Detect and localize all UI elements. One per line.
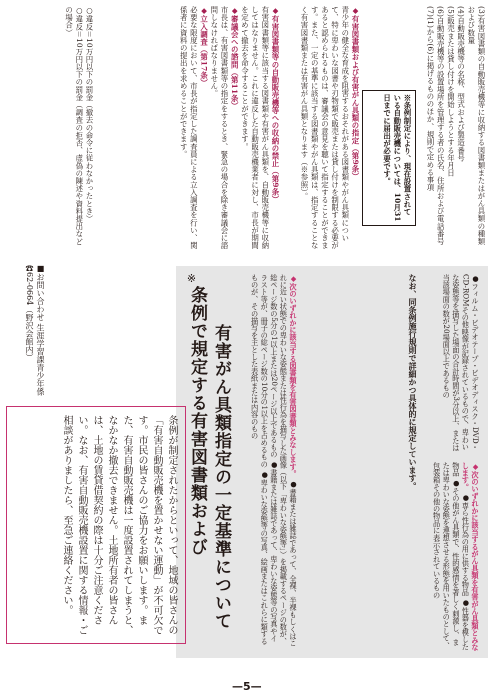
toy-criterion-1: ●専ら性行為の用に供する物品 (461, 493, 471, 596)
notice-box-text: ※条例制定により、現在設置されている自動販売機については、10月31日までに届出が必要です。 (382, 94, 412, 222)
section-toys (420, 462, 480, 652)
page-number: —5— (232, 680, 262, 693)
item-4: (4)自動販売機等の名称、型式および製造番号 (456, 6, 466, 162)
note-mark: ※ (185, 272, 198, 285)
heading-designation: ◆有害図書類および有害がん具類の指定（第9条） (351, 6, 360, 181)
fine-removal-order: ○違反＝10万円以下の罰金（撤去の命令に従わなかったとき） (85, 6, 94, 223)
contact-detail: 生涯学習課青少年係☎62-0664（野沢会館内） (25, 264, 45, 396)
contact-info (6, 264, 46, 396)
video-criterion-1: ●フィルム・ビデオテープ・ビデオディスク・DVD・CD-ROMその他映像が記録されているもので、卑わいな姿態等を描写した場面の合計時間が3分以上、または当該場面の数が20場面以上であるもの (442, 274, 480, 452)
item-5: (5)販売または貸し付けを開始しようとする年月日 (446, 6, 456, 177)
item-7: (7)(1)から(6)に掲げるもののほか、規則で定める事項 (425, 6, 435, 192)
notice-box (362, 90, 416, 226)
column-penalties (14, 6, 94, 250)
closing-note: なお、同条例施行規則で詳細かつ具体的に規定しています。 (408, 274, 418, 490)
square-marker: ■ (36, 264, 45, 273)
top-article (8, 6, 486, 258)
title-line-2: 有害がん具類指定の一定基準について (211, 324, 231, 630)
book-criterion-3: ●卑わいな姿態等の写真、絵画またはこれらに類するものが、その描写を主とした表紙または内容のもの (250, 274, 270, 645)
standards-panel (176, 266, 488, 658)
column-registration-items (420, 6, 486, 250)
heading-vending-prohibition: ◆有害図書類等の自動販売機等への収納の禁止（第9条） (271, 6, 280, 203)
heading-inspection: ◆立入調査（第17条） (199, 6, 209, 87)
title-line-1: 条例で規定する有害図書類および (187, 286, 207, 556)
item-3: (3)有害図書類の自動販売機等に収納する図書類またはがん具類の種類および数量 (466, 6, 486, 246)
contact-label: お問い合わせ (36, 273, 45, 321)
fine-inspection: ○違反＝10万円以下の罰金（調査の拒否、虚偽の陳述や資料提出などの場合） (64, 6, 84, 246)
heading-council: ◆審議会への諮問（第11条） (230, 6, 240, 110)
book-criterion-2: ●書籍または雑誌であって、卑わいな姿態等の写真やイラスト等が、冊子の総ページ数の10分の1以上を占めるもの (260, 274, 279, 643)
section-videos (424, 274, 480, 454)
body-council: 市長は、有害図書類等の指定をするとき、緊急の場合を除き審議会に諮問しなければなりません。 (209, 6, 229, 250)
book-criterion-1: ●書籍または雑誌であって、全裸、半裸もしくはこれに近い状態での卑わいな姿態または性行為を描写した画像（以下「卑わいな姿態等」）を掲載するページの数が、総ページ数の5分の1以上または20ページ以上であるもの (269, 274, 298, 648)
body-vending-prohibition: 有害図書類等に該当する図書類や有害がん具類を、自動販売機等に収納してはなりません。これに違反した自動販売機業者に対し、市長が期間を定めて撤去を命令することができます。 (240, 6, 270, 250)
item-6: (6)自動販売機等の設置場所を管理する者の氏名、住所および電話番号 (436, 6, 446, 246)
section-books (236, 274, 298, 648)
appeal-text: 条例が制定されたからといって、地域の皆さんの「有害自動販売機を置かせない運動」が不可欠です。市民の皆さんのご協力をお願いします。また、有害自動販売機は一度設置されてしまうと、なかなか撤去できません。土地所有者の皆さんは、土地の賃貸借契約の際は十分ご注意ください。なお、有害自動販売機設置に関する情報・ご相談がありましたら、至急ご連絡ください。 (61, 415, 177, 635)
column-prohibitions (100, 6, 280, 250)
heading-books: ◆次のいずれかに該当する図書類を有害図書類とみなします。 (289, 274, 298, 478)
appeal-box (6, 406, 186, 644)
toy-criterion-2: ●性器を模した物品 (451, 462, 471, 651)
toy-criterion-3: ●その他がん具類で、性的感情を著しく刺激し、または卑わいな姿態を連想させる形態を用いたものとして、包装箱その他の物品に表示されているもの (432, 462, 461, 650)
body-inspection: 必要な限度において、市長が指定した調査員による立入調査を行い、関係者に資料の提出を求めることができます。 (179, 6, 199, 250)
column-designation (286, 6, 360, 250)
body-designation: 青少年の健全な育成を阻害するおそれがある図書類やがん具類について、特に卑わいな図書や刃物類で販売または貸し付けを制限する必要があると認められるものは、審議会の意見を聴いて指定することができます。また、一定の基準に該当する図書類やがん具類は、指定することなく有害図書類または有害がん具類となります（※参照）。 (299, 6, 350, 250)
heading-toys: ◆次のいずれかに該当するがん具類を有害がん具類とみなします。 (461, 462, 480, 651)
